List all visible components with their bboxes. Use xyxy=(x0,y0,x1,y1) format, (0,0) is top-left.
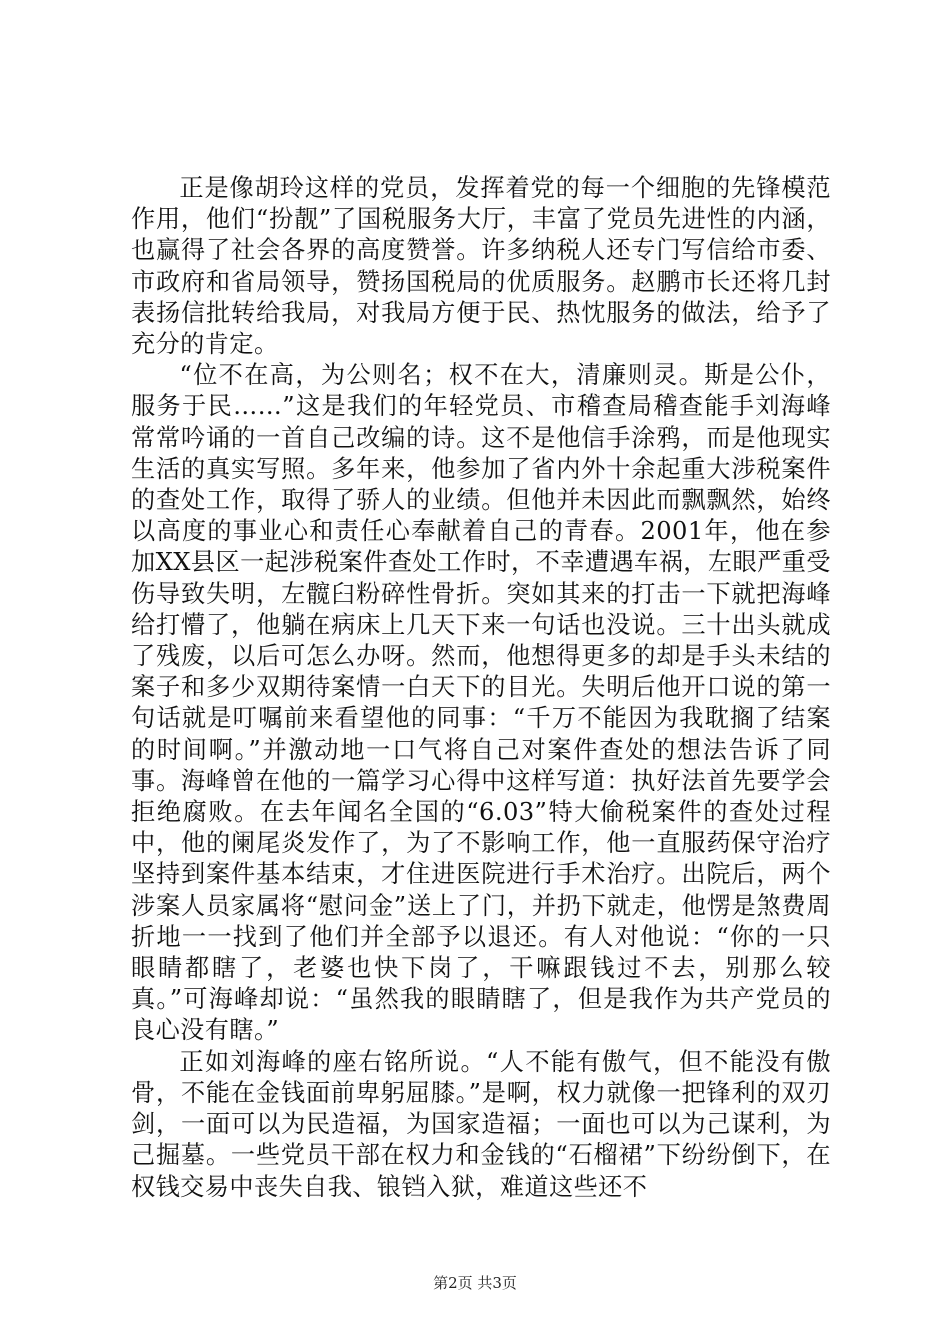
page-number-label: 第2页 共3页 xyxy=(433,1274,517,1292)
body-text xyxy=(131,173,831,1203)
paragraph-2: “位不在高，为公则名；权不在大，清廉则灵。斯是公仆，服务于民……”这是我们的年轻党员、市稽查局稽查能手刘海峰常常吟诵的一首自己改编的诗。这不是他信手涂鸦，而是他现实生活的真实写照。多年来，他参加了省内外十余起重大涉税案件的查处工作，取得了骄人的业绩。但他并未因此而飘飘然，始终以高度的事业心和责任心奉献着自己的青春。2001年，他在参加XX县区一起涉税案件查处工作时，不幸遭遇车祸，左眼严重受伤导致失明，左髋臼粉碎性骨折。突如其来的打击一下就把海峰给打懵了，他躺在病床上几天下来一句话也没说。三十出头就成了残废，以后可怎么办呀。然而，他想得更多的却是手头未结的案子和多少双期待案情一白天下的目光。失明后他开口说的第一句话就是叮嘱前来看望他的同事：“千万不能因为我耽搁了结案的时间啊。”并激动地一口气将自己对案件查处的想法告诉了同事。海峰曾在他的一篇学习心得中这样写道：执好法首先要学会拒绝腐败。在去年闻名全国的“6.03”特大偷税案件的查处过程中，他的阑尾炎发作了，为了不影响工作，他一直服药保守治疗坚持到案件基本结束，才住进医院进行手术治疗。出院后，两个涉案人员家属将“慰问金”送上了门，并扔下就走，他愣是煞费周折地一一找到了他们并全部予以退还。有人对他说：“你的一只眼睛都瞎了，老婆也快下岗了，干嘛跟钱过不去，别那么较真。”可海峰却说：“虽然我的眼睛瞎了，但是我作为共产党员的良心没有瞎。” xyxy=(131,361,831,1045)
paragraph-1: 正是像胡玲这样的党员，发挥着党的每一个细胞的先锋模范作用，他们“扮靓”了国税服务大厅，丰富了党员先进性的内涵，也赢得了社会各界的高度赞誉。许多纳税人还专门写信给市委、市政府和省局领导，赞扬国税局的优质服务。赵鹏市长还将几封表扬信批转给我局，对我局方便于民、热忱服务的做法，给予了充分的肯定。 xyxy=(131,174,831,359)
page-footer xyxy=(0,1273,950,1293)
paragraph-3: 正如刘海峰的座右铭所说。“人不能有傲气，但不能没有傲骨，不能在金钱面前卑躬屈膝。”是啊，权力就像一把锋利的双刃剑，一面可以为民造福，为国家造福；一面也可以为己谋利，为己掘墓。一些党员干部在权力和金钱的“石榴裙”下纷纷倒下，在权钱交易中丧失自我、锒铛入狱，难道这些还不 xyxy=(131,1047,831,1201)
